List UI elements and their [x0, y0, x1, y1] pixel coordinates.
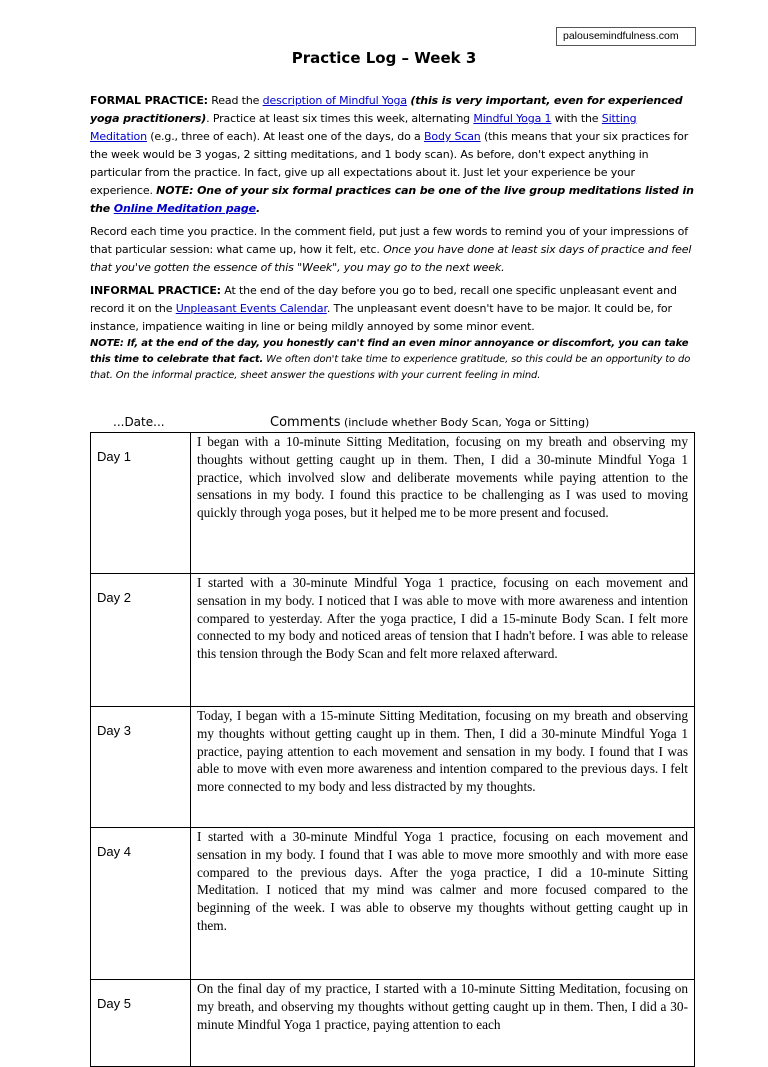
day-cell: Day 1	[91, 433, 191, 574]
formal-note: NOTE: One of your six formal practices can be one of the live group meditations listed in the	[90, 184, 694, 215]
site-url: palousemindfulness.com	[563, 30, 679, 42]
instructions	[90, 92, 696, 384]
formal-practice-label: FORMAL PRACTICE:	[90, 94, 208, 107]
sitting-meditation-link[interactable]: Sitting Meditation	[90, 112, 637, 143]
table-row	[91, 828, 695, 980]
day-cell: Day 2	[91, 574, 191, 707]
formal-text-6: (this means that your six practices for the week would be 3 yogas, 2 sitting meditations, and 1 body scan). As before, don't expect anything in particular from the practice. In fact, give up all expectations about it. Just let your experience be your experience.	[90, 130, 689, 197]
page-title: Practice Log – Week 3	[291, 49, 477, 67]
formal-text-7: .	[255, 202, 260, 215]
practice-log-table	[90, 432, 695, 1067]
comment-cell[interactable]: I started with a 30-minute Mindful Yoga 1 practice, focusing on each movement and sensation in my body. I found that I was able to move more smoothly and with more ease compared to the previous days. After the yoga practice, I did a 10-minute Sitting Meditation. I noticed that my mind was calmer and more focused compared to the beginning of the week. I was able to observe my thoughts without getting caught up in them.	[191, 828, 695, 980]
formal-text-4: with the	[551, 112, 602, 125]
informal-note-paragraph	[90, 336, 696, 384]
formal-text-3: . Practice at least six times this week, alternating	[206, 112, 474, 125]
body-scan-link[interactable]: Body Scan	[423, 130, 481, 143]
table-row	[91, 433, 695, 574]
comment-cell[interactable]: I began with a 10-minute Sitting Meditation, focusing on my breath and observing my thoughts without getting caught up in them. Then, I did a 30-minute Mindful Yoga 1 practice, which involved slow and deliberate movements while paying attention to the sensations in my body. I found this practice to be challenging as I was used to moving quickly through yoga poses, but it helped me to be more present and focused.	[191, 433, 695, 574]
formal-text-5: (e.g., three of each). At least one of the days, do a	[146, 130, 424, 143]
mindful-yoga-description-link[interactable]: description of Mindful Yoga	[262, 94, 407, 107]
comment-cell[interactable]: On the final day of my practice, I started with a 10-minute Sitting Meditation, focusing on my breath, and observing my thoughts without getting caught up in them. Then, I did a 30-minute Mindful Yoga 1 practice, paying attention to each	[191, 980, 695, 1067]
comments-column-header	[270, 415, 589, 430]
day-cell: Day 4	[91, 828, 191, 980]
unpleasant-events-link[interactable]: Unpleasant Events Calendar	[175, 302, 327, 315]
online-meditation-link[interactable]: Online Meditation page	[113, 202, 256, 215]
day-cell: Day 3	[91, 707, 191, 828]
comment-cell[interactable]: I started with a 30-minute Mindful Yoga 1 practice, focusing on each movement and sensation in my body. I noticed that I was able to move with more awareness and intention compared to yesterday. After the yoga practice, I did a 15-minute Body Scan. I felt more connected to my body and noticed areas of tension that I hadn't before. I was able to release this tension through the Body Scan and felt more relaxed afterward.	[191, 574, 695, 707]
day-cell: Day 5	[91, 980, 191, 1067]
comments-header-note: (include whether Body Scan, Yoga or Sitting)	[340, 416, 590, 429]
informal-text-2: . The unpleasant event doesn't have to be major. It could be, for instance, impatience waiting in line or being mildly annoyed by some minor event.	[90, 302, 672, 333]
important-note: (this is very important, even for experienced yoga practitioners)	[90, 94, 683, 125]
table-row	[91, 980, 695, 1067]
record-text-1: Record each time you practice. In the comment field, put just a few words to remind you of your impressions of that particular session: what came up, how it felt, etc.	[90, 225, 688, 256]
formal-text-1: Read the	[207, 94, 263, 107]
record-paragraph	[90, 223, 696, 277]
date-column-header: ...Date...	[113, 415, 165, 429]
formal-practice-paragraph	[90, 92, 696, 218]
mindful-yoga-1-link[interactable]: Mindful Yoga 1	[473, 112, 552, 125]
table-row	[91, 707, 695, 828]
informal-note: NOTE: If, at the end of the day, you honestly can't find an even minor annoyance or discomfort, you can take this time to celebrate that fact.	[90, 338, 689, 365]
site-url-box	[556, 27, 696, 46]
informal-text-1: At the end of the day before you go to bed, recall one specific unpleasant event and record it on the	[90, 284, 677, 315]
informal-text-3: We often don't take time to experience gratitude, so this could be an opportunity to do that. On the informal practice, sheet answer the questions with your current feeling in mind.	[90, 354, 691, 381]
comments-header-label: Comments	[270, 415, 341, 430]
informal-practice-paragraph	[90, 282, 696, 336]
table-row	[91, 574, 695, 707]
record-text-2: Once you have done at least six days of practice and feel that you've gotten the essence of this "Week", you may go to the next week.	[90, 243, 692, 274]
informal-practice-label: INFORMAL PRACTICE:	[90, 284, 221, 297]
comment-cell[interactable]: Today, I began with a 15-minute Sitting Meditation, focusing on my breath and observing my thoughts without getting caught up in them. Then, I did a 30-minute Mindful Yoga 1 practice, paying attention to each movement and sensation in my body. I found that I was able to move with even more awareness and intention compared to the previous days. I felt more connected to my body and less distracted by my thoughts.	[191, 707, 695, 828]
